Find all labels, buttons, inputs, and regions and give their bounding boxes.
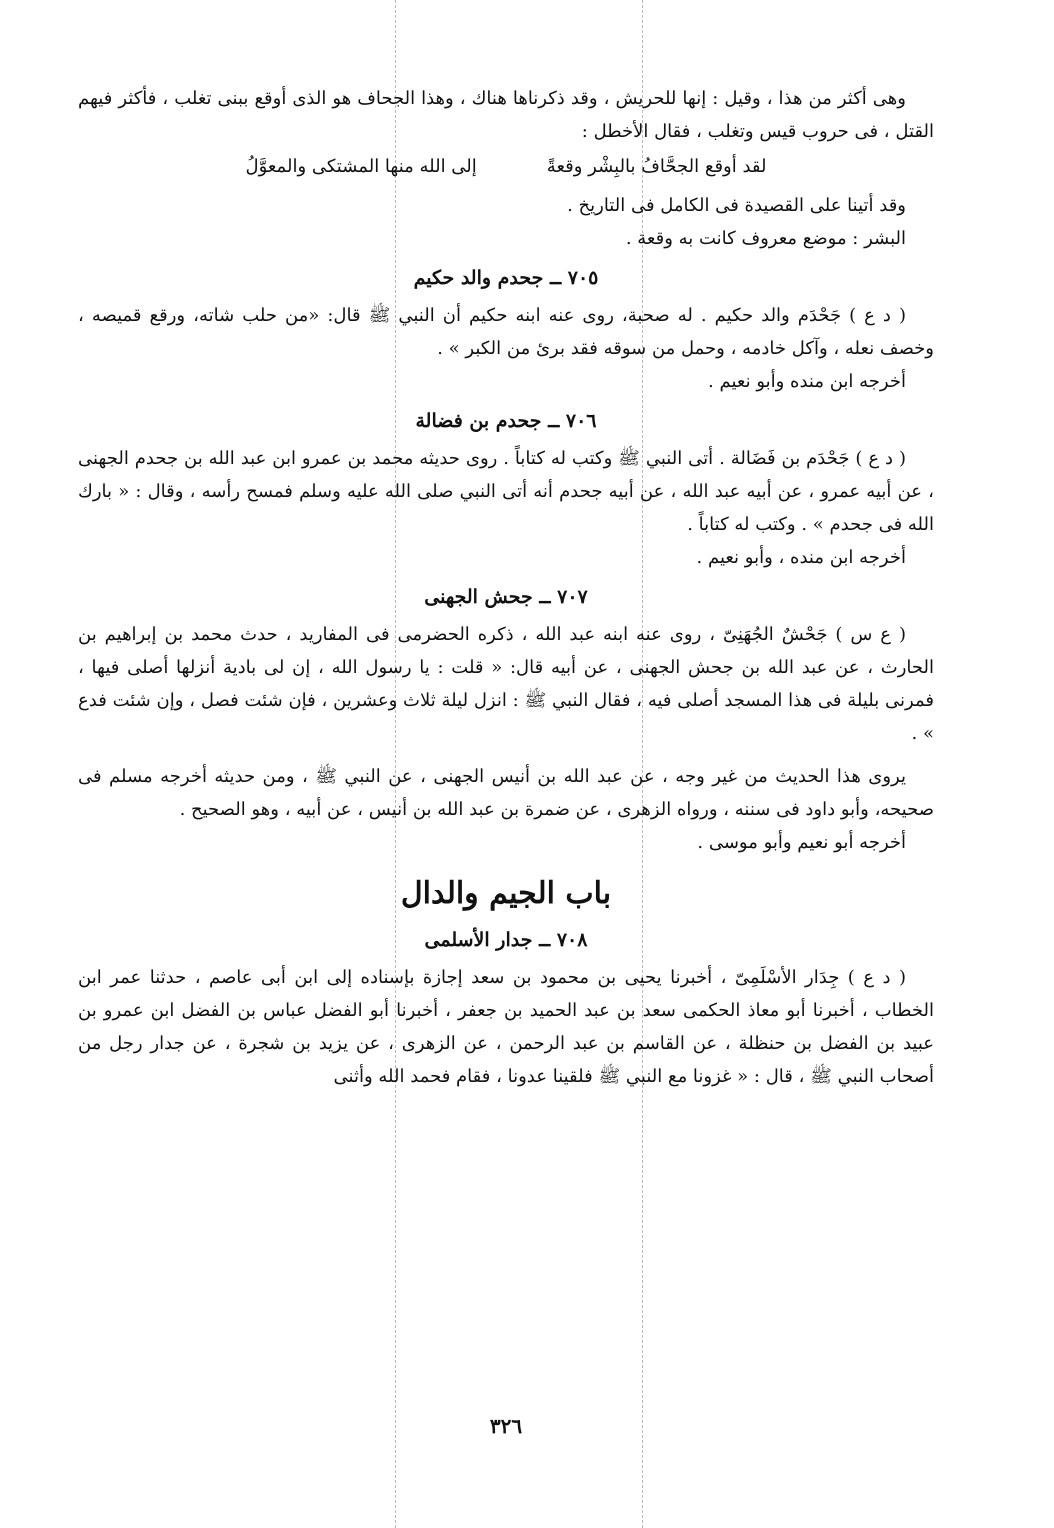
entry-title-705: ٧٠٥ ــ جحدم والد حكيم [413, 267, 599, 289]
poetry-verse [78, 150, 934, 183]
verse-first-hemistich: لقد أوقع الجحَّافُ بالبِشْر وقعةً [546, 156, 767, 177]
chapter-title: باب الجيم والدال [400, 876, 612, 911]
entry-707-text: ( ع س ) جَحْشٌ الجُهَنِىّ ، روى عنه ابنه عبد الله ، ذكره الحضرمى فى المفاريد ، حدث محمد بن إبراهيم بن الحارث ، عن عبد الله بن جحش الجهنى ، عن أبيه قال: « قلت : يا رسول الله ، إن لى بادية أنزلها أصلى فيها ، فمرنى بليلة فى هذا المسجد أصلى فيه ، فقال النبي ﷺ : انزل ليلة ثلاث وعشرين ، فإن شئت فصل ، وإن شئت فدع » . [78, 624, 934, 744]
verse-second-hemistich: إلى الله منها المشتكى والمعوَّلُ [245, 156, 477, 177]
entry-706-text: ( د ع ) جَحْدَم بن فَضَالة . أتى النبي ﷺ وكتب له كتاباً . روى حديثه محمد بن عمرو ابن عبد الله بن جحدم الجهنى ، عن أبيه عمرو ، عن أبيه عبد الله ، عن أبيه جحدم أنه أتى النبي صلى الله عليه وسلم فمسح رأسه ، وقال : « بارك الله فى جحدم » . وكتب له كتاباً . [78, 448, 934, 535]
book-page [78, 82, 934, 1482]
entry-title-707: ٧٠٧ ــ جحش الجهنى [424, 586, 588, 608]
intro-paragraph: وهى أكثر من هذا ، وقيل : إنها للحريش ، وقد ذكرناها هناك ، وهذا الجحاف هو الذى أوقع ببنى تغلب ، فأكثر فيهم القتل ، فى حروب قيس وتغلب ، فقال الأخطل : [78, 88, 934, 142]
entry-title-706: ٧٠٦ ــ جحدم بن فضالة [415, 410, 597, 432]
entry-706-source: أخرجه ابن منده ، وأبو نعيم . [696, 547, 906, 568]
entry-title-708: ٧٠٨ ــ جدار الأسلمى [424, 929, 588, 951]
page-number: ٣٢٦ [489, 1414, 523, 1438]
entry-708-text: ( د ع ) جِدَار الأسْلَمِىّ ، أخبرنا يحيى بن محمود بن سعد إجازة بإسناده إلى ابن أبى عاصم ، حدثنا عمر ابن الخطاب ، أخبرنا أبو معاذ الحكمى سعد بن عبد الحميد بن جعفر ، أخبرنا أبو الفضل عباس بن الفضل ابن عمرو بن عبيد بن الفضل بن حنظلة ، عن القاسم بن عبد الرحمن ، عن الزهرى ، عن يزيد بن شجرة ، عن جدار رجل من أصحاب النبي ﷺ ، قال : « غزونا مع النبي ﷺ فلقينا عدونا ، فقام فحمد الله وأثنى [78, 967, 934, 1087]
entry-707-commentary: يروى هذا الحديث من غير وجه ، عن عبد الله بن أنيس الجهنى ، عن النبي ﷺ ، ومن حديثه أخرجه مسلم فى صحيحه، وأبو داود فى سننه ، ورواه الزهرى ، عن ضمرة بن عبد الله بن أنيس ، عن أبيه ، وهو الصحيح . [78, 766, 934, 820]
entry-705-source: أخرجه ابن منده وأبو نعيم . [708, 371, 906, 392]
note-paragraph: وقد أتينا على القصيدة فى الكامل فى التاريخ . [567, 195, 906, 216]
entry-707-source: أخرجه أبو نعيم وأبو موسى . [697, 832, 906, 853]
note-paragraph: البشر : موضع معروف كانت به وقعة . [625, 228, 906, 249]
entry-705-text: ( د ع ) جَحْدَم والد حكيم . له صحبة، روى عنه ابنه حكيم أن النبي ﷺ قال: «من حلب شاته، ورقع قميصه ، وخصف نعله ، وآكل خادمه ، وحمل من سوقه فقد برئ من الكبر » . [78, 305, 934, 359]
